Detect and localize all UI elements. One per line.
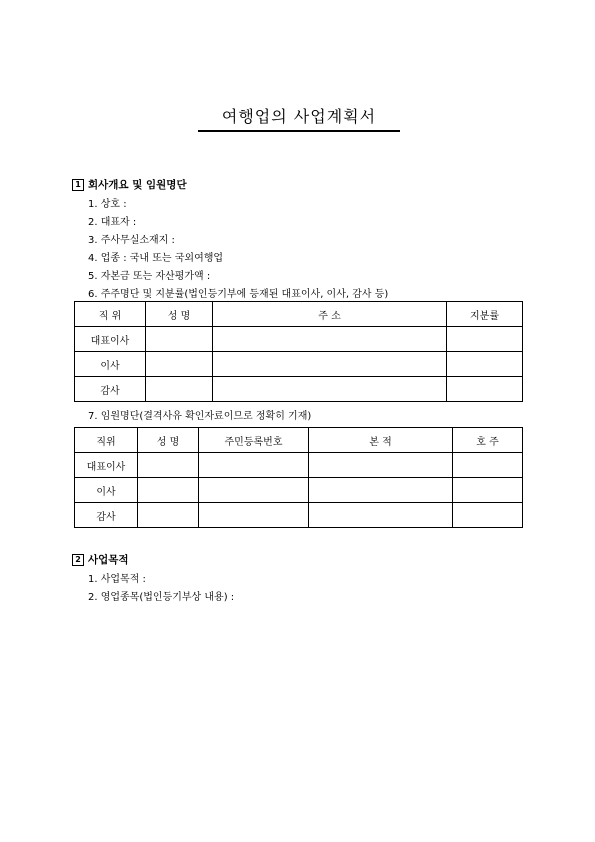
header-name: 성 명 [146, 302, 213, 327]
header-registered-domicile: 본 적 [309, 428, 453, 453]
registered-domicile-cell[interactable] [309, 478, 453, 503]
household-head-cell[interactable] [453, 478, 523, 503]
header-address: 주 소 [213, 302, 447, 327]
item-business-categories: 2. 영업종목(법인등기부상 내용) : [88, 592, 235, 603]
name-cell[interactable] [138, 478, 199, 503]
section-heading-text: 회사개요 및 임원명단 [88, 179, 187, 191]
shareholder-table [74, 301, 523, 402]
header-name: 성 명 [138, 428, 199, 453]
header-resident-number: 주민등록번호 [199, 428, 309, 453]
header-household-head: 호 주 [453, 428, 523, 453]
section-number-box: 2 [72, 554, 84, 566]
share-ratio-cell[interactable] [447, 327, 523, 352]
officer-table [74, 427, 523, 528]
table-header-row [75, 302, 523, 327]
table-row [75, 352, 523, 377]
header-share-ratio: 지분률 [447, 302, 523, 327]
item-main-office-location: 3. 주사무실소재지 : [88, 235, 175, 246]
row-label: 대표이사 [75, 453, 138, 478]
section-heading-text: 사업목적 [88, 554, 129, 566]
table-row [75, 503, 523, 528]
item-officer-list: 7. 임원명단(결격사유 확인자료이므로 정확히 기재) [88, 411, 312, 422]
item-representative: 2. 대표자 : [88, 217, 137, 228]
table-row [75, 453, 523, 478]
registered-domicile-cell[interactable] [309, 503, 453, 528]
section-number-box: 1 [72, 179, 84, 191]
row-label: 대표이사 [75, 327, 146, 352]
header-position: 직위 [75, 428, 138, 453]
table-row [75, 377, 523, 402]
name-cell[interactable] [138, 453, 199, 478]
item-capital: 5. 자본금 또는 자산평가액 : [88, 271, 211, 282]
household-head-cell[interactable] [453, 453, 523, 478]
registered-domicile-cell[interactable] [309, 453, 453, 478]
name-cell[interactable] [138, 503, 199, 528]
address-cell[interactable] [213, 327, 447, 352]
name-cell[interactable] [146, 377, 213, 402]
row-label: 이사 [75, 352, 146, 377]
row-label: 감사 [75, 503, 138, 528]
page-title: 여행업의 사업계획서 [198, 104, 400, 132]
item-business-type: 4. 업종 : 국내 또는 국외여행업 [88, 253, 224, 264]
item-company-name: 1. 상호 : [88, 199, 127, 210]
share-ratio-cell[interactable] [447, 377, 523, 402]
address-cell[interactable] [213, 377, 447, 402]
resident-number-cell[interactable] [199, 453, 309, 478]
table-row [75, 478, 523, 503]
section-heading-business-purpose [72, 552, 129, 567]
section-heading-company-overview [72, 177, 187, 192]
name-cell[interactable] [146, 327, 213, 352]
item-shareholder-list: 6. 주주명단 및 지분률(법인등기부에 등재된 대표이사, 이사, 감사 등) [88, 289, 389, 300]
name-cell[interactable] [146, 352, 213, 377]
address-cell[interactable] [213, 352, 447, 377]
table-header-row [75, 428, 523, 453]
share-ratio-cell[interactable] [447, 352, 523, 377]
resident-number-cell[interactable] [199, 503, 309, 528]
row-label: 감사 [75, 377, 146, 402]
row-label: 이사 [75, 478, 138, 503]
table-row [75, 327, 523, 352]
item-business-purpose: 1. 사업목적 : [88, 574, 146, 585]
household-head-cell[interactable] [453, 503, 523, 528]
resident-number-cell[interactable] [199, 478, 309, 503]
header-position: 직 위 [75, 302, 146, 327]
